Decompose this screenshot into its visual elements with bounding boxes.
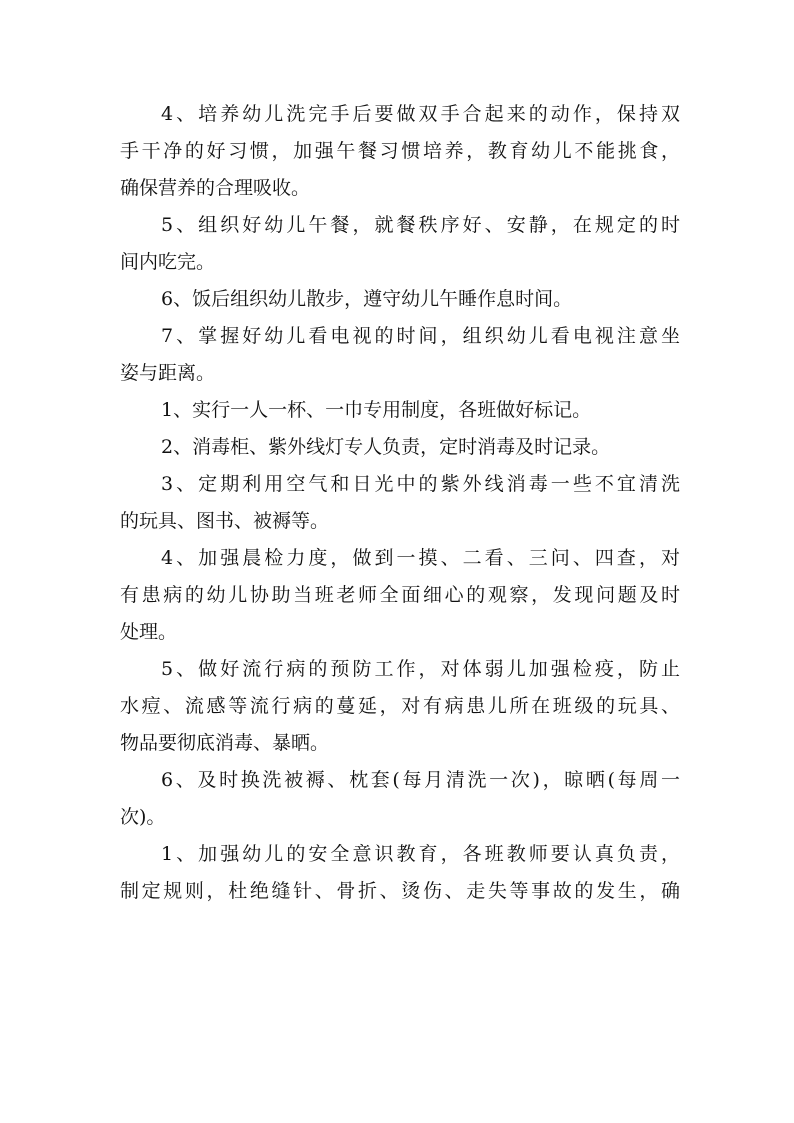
paragraph-line: 处理。 — [120, 621, 178, 643]
paragraph-line: 4、加强晨检力度，做到一摸、二看、三问、四查，对 — [161, 547, 680, 569]
paragraph-line: 间内吃完。 — [120, 251, 216, 273]
paragraph-line: 次)。 — [120, 806, 166, 828]
paragraph-line: 6、饭后组织幼儿散步，遵守幼儿午睡作息时间。 — [161, 288, 573, 310]
paragraph-line: 5、组织好幼儿午餐，就餐秩序好、安静，在规定的时 — [161, 214, 680, 236]
paragraph-line: 水痘、流感等流行病的蔓延，对有病患儿所在班级的玩具、 — [120, 695, 680, 717]
paragraph-line: 的玩具、图书、被褥等。 — [120, 510, 330, 532]
paragraph-line: 手干净的好习惯，加强午餐习惯培养，教育幼儿不能挑食， — [120, 140, 680, 162]
paragraph-line: 5、做好流行病的预防工作，对体弱儿加强检疫，防止 — [161, 658, 680, 680]
paragraph-line: 7、掌握好幼儿看电视的时间，组织幼儿看电视注意坐 — [161, 325, 680, 347]
paragraph-line: 1、实行一人一杯、一巾专用制度，各班做好标记。 — [161, 399, 592, 421]
paragraph-line: 有患病的幼儿协助当班老师全面细心的观察，发现问题及时 — [120, 584, 680, 606]
paragraph-line: 物品要彻底消毒、暴晒。 — [120, 732, 330, 754]
paragraph-line: 姿与距离。 — [120, 362, 216, 384]
paragraph-line: 制定规则，杜绝缝针、骨折、烫伤、走失等事故的发生，确 — [120, 880, 680, 902]
paragraph-line: 确保营养的合理吸收。 — [120, 177, 311, 199]
paragraph-line: 2、消毒柜、紫外线灯专人负责，定时消毒及时记录。 — [161, 436, 611, 458]
document-body — [120, 96, 680, 910]
paragraph-line: 3、定期利用空气和日光中的紫外线消毒一些不宜清洗 — [161, 473, 680, 495]
paragraph-line: 1、加强幼儿的安全意识教育，各班教师要认真负责， — [161, 843, 680, 865]
paragraph-line: 4、培养幼儿洗完手后要做双手合起来的动作，保持双 — [161, 103, 680, 125]
paragraph-line: 6、及时换洗被褥、枕套(每月清洗一次)，晾晒(每周一 — [161, 769, 680, 791]
